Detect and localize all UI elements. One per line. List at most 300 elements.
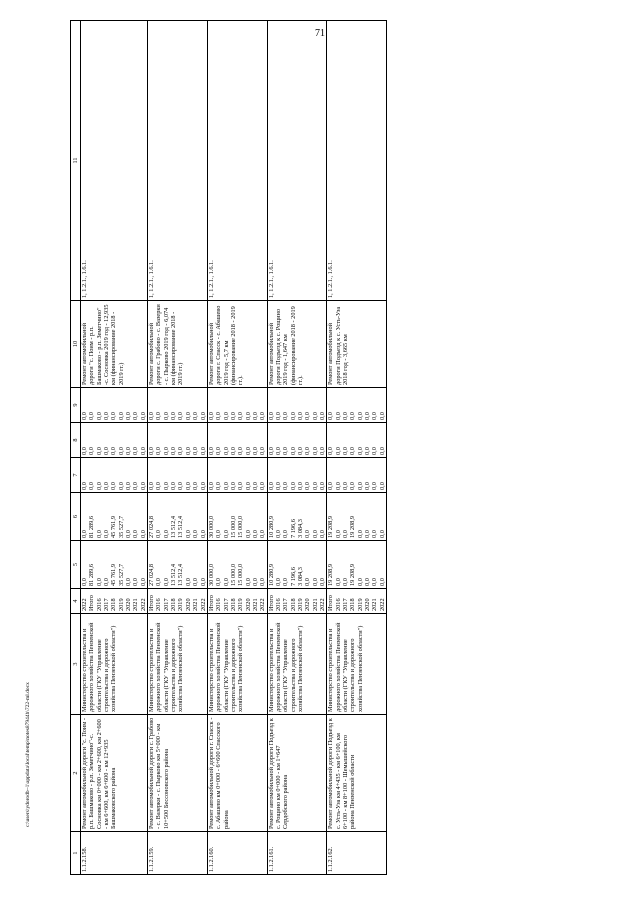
total-funding-cell-value: 0,0 — [378, 578, 386, 586]
extra-budget-cell-value: 0,0 — [319, 412, 326, 420]
total-funding-cell-value: 0,0 — [244, 578, 252, 586]
total-funding-cell-value: 0,0 — [334, 578, 342, 586]
expected-result-cell: Ремонт автомобильной дороги Подъезд к с. Рощино 2019 год - 1,647 км (финансирование 2018 - 2019 гг.). — [267, 301, 327, 388]
federal-budget-cell-value: 0,0 — [88, 482, 96, 490]
federal-budget-cell — [267, 458, 327, 493]
years-cell — [81, 589, 148, 614]
total-funding-cell-value: 15 000,0 — [237, 563, 245, 586]
years-cell-value: Итого — [267, 595, 275, 611]
page-number: 71 — [315, 28, 325, 39]
local-budget-cell-value: 0,0 — [282, 447, 290, 455]
extra-budget-cell-value: 0,0 — [311, 412, 319, 420]
years-cell — [327, 589, 387, 614]
local-budget-cell-value: 0,0 — [199, 447, 207, 455]
years-cell-value: Итого — [148, 595, 156, 611]
indicators-cell: 1, 1.2.1., 1.6.1. — [207, 21, 267, 301]
regional-budget-cell-value: 0,0 — [371, 530, 379, 538]
local-budget-cell-value: 0,0 — [125, 447, 133, 455]
federal-budget-cell-value: 0,0 — [296, 482, 304, 490]
footer-file-path: c:\users\ydorodb~1\appdata\local\temp\notes87944b\722-ml.docx — [25, 682, 31, 827]
extra-budget-cell-value: 0,0 — [222, 412, 230, 420]
federal-budget-cell-value: 0,0 — [259, 482, 267, 490]
local-budget-cell-value: 0,0 — [267, 447, 275, 455]
years-cell — [267, 589, 327, 614]
federal-budget-cell-value: 0,0 — [289, 482, 297, 490]
federal-budget-cell-value: 0,0 — [192, 482, 200, 490]
federal-budget-cell-value: 0,0 — [282, 482, 290, 490]
local-budget-cell-value: 0,0 — [170, 447, 178, 455]
header-cell: 5 — [71, 541, 81, 589]
total-funding-cell-value: 45 761,9 — [110, 563, 118, 586]
extra-budget-cell-value: 0,0 — [349, 412, 357, 420]
regional-budget-cell-value: 0,0 — [244, 530, 252, 538]
table-row — [327, 21, 387, 875]
header-cell: 2 — [71, 715, 81, 832]
years-cell-value: 2020 — [304, 598, 312, 611]
total-funding-cell-value: 0,0 — [132, 578, 140, 586]
extra-budget-cell — [81, 388, 148, 423]
federal-budget-cell-value: 0,0 — [139, 482, 147, 490]
federal-budget-cell-value: 0,0 — [364, 482, 372, 490]
regional-budget-cell-value: 0,0 — [274, 530, 282, 538]
local-budget-cell-value: 0,0 — [95, 447, 103, 455]
federal-budget-cell-value: 0,0 — [304, 482, 312, 490]
header-cell: 3 — [71, 614, 81, 715]
total-funding-cell-value: 0,0 — [371, 578, 379, 586]
years-cell-value: 2019 — [356, 598, 364, 611]
table-body — [81, 21, 387, 875]
local-budget-cell-value: 0,0 — [327, 447, 335, 455]
years-cell-value: Итого — [207, 595, 215, 611]
local-budget-cell-value: 0,0 — [311, 447, 319, 455]
years-cell-value: 2022 — [378, 598, 386, 611]
regional-budget-cell-value: 15 000,0 — [229, 515, 237, 538]
years-cell — [207, 589, 267, 614]
federal-budget-cell-value: 0,0 — [177, 482, 185, 490]
extra-budget-cell-value: 0,0 — [251, 412, 259, 420]
federal-budget-cell-value: 0,0 — [103, 482, 111, 490]
extra-budget-cell-value: 0,0 — [170, 412, 178, 420]
total-funding-cell-value: 7 196,6 — [289, 567, 297, 586]
regional-budget-cell-value: 0,0 — [162, 530, 170, 538]
years-cell-value: 2018 — [229, 598, 237, 611]
regional-budget-cell-value: 35 527,7 — [117, 515, 125, 538]
header-cell: 11 — [71, 21, 81, 301]
years-cell-value: Итого — [88, 595, 96, 611]
table-row — [267, 21, 327, 875]
header-cell: 4 — [71, 589, 81, 614]
years-cell-value: 2018 — [349, 598, 357, 611]
regional-budget-cell-value: 0,0 — [251, 530, 259, 538]
local-budget-cell-value: 0,0 — [192, 447, 200, 455]
total-funding-cell-value: 0,0 — [304, 578, 312, 586]
executor-cell: Министерство строительства и дорожного хозяйства Пензенской области (ГКУ "Управление строительства и дорожного хозяйства Пензенской области") — [267, 614, 327, 715]
regional-budget-cell-value: 3 084,3 — [296, 519, 304, 538]
regional-budget-cell-value: 0,0 — [199, 530, 207, 538]
executor-cell: Министерство строительства и дорожного хозяйства Пензенской области (ГКУ "Управление строительства и дорожного хозяйства Пензенской области") — [81, 614, 148, 715]
years-cell-value: 2022 — [139, 598, 147, 611]
header-cell: 8 — [71, 423, 81, 458]
expected-result-cell: Ремонт автомобильной дороги Подъезд к с. Усть-Уза 2018 год - 3,665 км — [327, 301, 387, 388]
regional-budget-cell-value: 10 280,9 — [267, 515, 275, 538]
regional-budget-cell — [327, 493, 387, 541]
federal-budget-cell-value: 0,0 — [244, 482, 252, 490]
total-funding-cell-value: 0,0 — [184, 578, 192, 586]
extra-budget-cell-value: 0,0 — [132, 412, 140, 420]
local-budget-cell-value: 0,0 — [88, 447, 96, 455]
extra-budget-cell-value: 0,0 — [103, 412, 111, 420]
total-funding-cell-value: 3 084,3 — [296, 567, 304, 586]
years-cell-value: 2017 — [282, 598, 290, 611]
regional-budget-cell-value: 0,0 — [132, 530, 140, 538]
local-budget-cell-value: 0,0 — [274, 447, 282, 455]
local-budget-cell-value: 0,0 — [251, 447, 259, 455]
total-funding-cell-value: 13 512,4 — [170, 563, 178, 586]
local-budget-cell-value: 0,0 — [296, 447, 304, 455]
extra-budget-cell-value: 0,0 — [327, 412, 335, 420]
measure-name-cell: Ремонт автомобильной дороги с. Грабово - с. Вазерки - с. Пырково км 5+000 - км 10+500 Бессоновского района — [148, 715, 208, 832]
total-funding-cell-value: 0,0 — [274, 578, 282, 586]
regional-budget-cell-value: 45 761,9 — [110, 515, 118, 538]
years-cell-value: 2016 — [155, 598, 163, 611]
local-budget-cell — [267, 423, 327, 458]
regional-budget-cell — [207, 493, 267, 541]
regional-budget-cell-value: 0,0 — [81, 530, 88, 538]
years-cell-value: 2018 — [289, 598, 297, 611]
regional-budget-cell-value: 30 000,0 — [207, 515, 215, 538]
local-budget-cell-value: 0,0 — [148, 447, 156, 455]
total-funding-cell-value: 0,0 — [282, 578, 290, 586]
table-row — [81, 21, 148, 875]
indicators-cell: 1, 1.2.1., 1.6.1. — [327, 21, 387, 301]
total-funding-cell-value: 81 289,6 — [88, 563, 96, 586]
federal-budget-cell-value: 0,0 — [117, 482, 125, 490]
extra-budget-cell-value: 0,0 — [364, 412, 372, 420]
local-budget-cell-value: 0,0 — [259, 447, 267, 455]
local-budget-cell-value: 0,0 — [244, 447, 252, 455]
extra-budget-cell-value: 0,0 — [148, 412, 156, 420]
local-budget-cell-value: 0,0 — [342, 447, 350, 455]
total-funding-cell-value: 0,0 — [259, 578, 267, 586]
total-funding-cell-value: 0,0 — [103, 578, 111, 586]
local-budget-cell-value: 0,0 — [215, 447, 223, 455]
years-cell-value: 2021 — [192, 598, 200, 611]
federal-budget-cell-value: 0,0 — [267, 482, 275, 490]
regional-budget-cell-value: 0,0 — [334, 530, 342, 538]
total-funding-cell-value: 30 000,0 — [207, 563, 215, 586]
extra-budget-cell-value: 0,0 — [117, 412, 125, 420]
local-budget-cell-value: 0,0 — [132, 447, 140, 455]
federal-budget-cell-value: 0,0 — [237, 482, 245, 490]
regional-budget-cell-value: 0,0 — [95, 530, 103, 538]
regional-budget-cell-value: 0,0 — [378, 530, 386, 538]
years-cell-value: 2018 — [110, 598, 118, 611]
indicators-cell: 1, 1.2.1., 1.6.1. — [267, 21, 327, 301]
extra-budget-cell-value: 0,0 — [289, 412, 297, 420]
extra-budget-cell-value: 0,0 — [267, 412, 275, 420]
federal-budget-cell-value: 0,0 — [327, 482, 335, 490]
local-budget-cell-value: 0,0 — [184, 447, 192, 455]
federal-budget-cell-value: 0,0 — [162, 482, 170, 490]
local-budget-cell-value: 0,0 — [162, 447, 170, 455]
extra-budget-cell-value: 0,0 — [88, 412, 96, 420]
years-cell-value: Итого — [327, 595, 335, 611]
row-number-cell: 1.1.2.160. — [207, 832, 267, 875]
total-funding-cell-value: 19 208,9 — [327, 563, 335, 586]
federal-budget-cell-value: 0,0 — [319, 482, 326, 490]
total-funding-cell-value: 0,0 — [162, 578, 170, 586]
expected-result-cell: Ремонт автомобильной дороги "с. Поим - р.п. Башмаково - р.п. Земетчино" -с. Сосновка 2019 год - 12,935 км (финансирование 2018 - 2019 гг.) — [81, 301, 148, 388]
extra-budget-cell-value: 0,0 — [125, 412, 133, 420]
total-funding-cell-value: 0,0 — [125, 578, 133, 586]
regional-budget-cell-value: 19 208,9 — [349, 515, 357, 538]
extra-budget-cell-value: 0,0 — [296, 412, 304, 420]
local-budget-cell-value: 0,0 — [356, 447, 364, 455]
extra-budget-cell — [207, 388, 267, 423]
years-cell-value: 2022 — [319, 598, 326, 611]
extra-budget-cell-value: 0,0 — [139, 412, 147, 420]
rotated-table-container — [70, 20, 585, 875]
regional-budget-cell-value: 0,0 — [103, 530, 111, 538]
local-budget-cell-value: 0,0 — [289, 447, 297, 455]
indicators-cell: 1, 1.2.1., 1.6.1. — [148, 21, 208, 301]
total-funding-cell-value: 15 000,0 — [229, 563, 237, 586]
header-cell: 6 — [71, 493, 81, 541]
federal-budget-cell-value: 0,0 — [170, 482, 178, 490]
header-cell: 10 — [71, 301, 81, 388]
extra-budget-cell-value: 0,0 — [81, 412, 88, 420]
total-funding-cell-value: 0,0 — [311, 578, 319, 586]
years-cell-value: 2020 — [184, 598, 192, 611]
total-funding-cell-value: 0,0 — [215, 578, 223, 586]
regional-budget-cell-value: 19 208,9 — [327, 515, 335, 538]
executor-cell: Министерство строительства и дорожного хозяйства Пензенской области (ГКУ "Управление строительства и дорожного хозяйства Пензенской области") — [207, 614, 267, 715]
total-funding-cell-value: 0,0 — [319, 578, 326, 586]
regional-budget-cell-value: 0,0 — [139, 530, 147, 538]
regional-budget-cell-value: 15 000,0 — [237, 515, 245, 538]
extra-budget-cell-value: 0,0 — [192, 412, 200, 420]
extra-budget-cell-value: 0,0 — [155, 412, 163, 420]
regional-budget-cell-value: 13 512,4 — [170, 515, 178, 538]
total-funding-cell-value: 0,0 — [155, 578, 163, 586]
years-cell-value: 2020 — [244, 598, 252, 611]
total-funding-cell-value: 0,0 — [199, 578, 207, 586]
total-funding-cell-value: 35 527,7 — [117, 563, 125, 586]
local-budget-cell-value: 0,0 — [222, 447, 230, 455]
total-funding-cell-value: 0,0 — [251, 578, 259, 586]
extra-budget-cell — [327, 388, 387, 423]
total-funding-cell — [207, 541, 267, 589]
federal-budget-cell-value: 0,0 — [356, 482, 364, 490]
federal-budget-cell-value: 0,0 — [81, 482, 88, 490]
regional-budget-cell-value: 0,0 — [192, 530, 200, 538]
header-cell: 7 — [71, 458, 81, 493]
expected-result-cell: Ремонт автомобильной дороги с. Грабово - с. Вазерки - с. Пырково 2019 год - 6,074 км (финансирование 2018 - 2019 гг.) — [148, 301, 208, 388]
years-cell-value: 2018 — [170, 598, 178, 611]
extra-budget-cell-value: 0,0 — [282, 412, 290, 420]
federal-budget-cell-value: 0,0 — [334, 482, 342, 490]
federal-budget-cell-value: 0,0 — [229, 482, 237, 490]
years-cell-value: 2019 — [237, 598, 245, 611]
local-budget-cell-value: 0,0 — [139, 447, 147, 455]
federal-budget-cell-value: 0,0 — [184, 482, 192, 490]
measure-name-cell: Ремонт автомобильной дороги Подъезд к с. Усть-Уза км 4+435 - км 6+100, км 6+100 - км 8+100 - Шемышейского района Пензенской области — [327, 715, 387, 832]
years-cell-value: 2017 — [222, 598, 230, 611]
years-cell-value: 2019 — [177, 598, 185, 611]
measure-name-cell: Ремонт автомобильной дороги "с. Поим - р.п. Башмаково - р.п. Земетчино"-с. Сосновка км 0+000 - км 2+600, км 2+600 - км 6+600, км 6+600 - км 12+935 Башмаковского района — [81, 715, 148, 832]
table-row — [148, 21, 208, 875]
local-budget-cell-value: 0,0 — [364, 447, 372, 455]
federal-budget-cell-value: 0,0 — [342, 482, 350, 490]
federal-budget-cell-value: 0,0 — [95, 482, 103, 490]
years-cell-value: 2016 — [95, 598, 103, 611]
years-cell-value: 2021 — [311, 598, 319, 611]
extra-budget-cell-value: 0,0 — [244, 412, 252, 420]
total-funding-cell — [148, 541, 208, 589]
total-funding-cell — [81, 541, 148, 589]
years-cell — [148, 589, 208, 614]
years-cell-value: 2021 — [132, 598, 140, 611]
local-budget-cell-value: 0,0 — [237, 447, 245, 455]
local-budget-cell — [327, 423, 387, 458]
measure-name-cell: Ремонт автомобильной дороги Подъезд к с. Рощино км 0+000 - км 1+647 Сердобского района — [267, 715, 327, 832]
total-funding-cell-value: 0,0 — [342, 578, 350, 586]
regional-budget-cell-value: 0,0 — [259, 530, 267, 538]
extra-budget-cell-value: 0,0 — [371, 412, 379, 420]
regional-budget-cell-value: 0,0 — [364, 530, 372, 538]
years-cell-value: 2021 — [251, 598, 259, 611]
extra-budget-cell-value: 0,0 — [342, 412, 350, 420]
measure-name-cell: Ремонт автомобильной дороги г. Спасск - с. Абашево км 0+000 - 6+600 Спасского района — [207, 715, 267, 832]
years-cell-value: 2017 — [103, 598, 111, 611]
local-budget-cell-value: 0,0 — [117, 447, 125, 455]
years-cell-value: 2017 — [342, 598, 350, 611]
regional-budget-cell-value: 0,0 — [222, 530, 230, 538]
local-budget-cell-value: 0,0 — [81, 447, 88, 455]
regional-budget-cell-value: 0,0 — [319, 530, 326, 538]
local-budget-cell-value: 0,0 — [177, 447, 185, 455]
local-budget-cell-value: 0,0 — [110, 447, 118, 455]
years-cell-value: 2022 — [259, 598, 267, 611]
extra-budget-cell-value: 0,0 — [95, 412, 103, 420]
regional-budget-cell — [267, 493, 327, 541]
total-funding-cell-value: 13 512,4 — [177, 563, 185, 586]
federal-budget-cell-value: 0,0 — [132, 482, 140, 490]
total-funding-cell-value: 27 024,8 — [148, 563, 156, 586]
local-budget-cell-value: 0,0 — [155, 447, 163, 455]
regional-budget-cell-value: 0,0 — [125, 530, 133, 538]
extra-budget-cell — [148, 388, 208, 423]
total-funding-cell-value: 0,0 — [81, 578, 88, 586]
regional-budget-cell — [81, 493, 148, 541]
federal-budget-cell — [148, 458, 208, 493]
row-number-cell: 1.1.2.161. — [267, 832, 327, 875]
extra-budget-cell-value: 0,0 — [184, 412, 192, 420]
total-funding-cell-value: 0,0 — [356, 578, 364, 586]
indicators-cell: 1, 1.2.1., 1.6.1. — [81, 21, 148, 301]
regional-budget-cell-value: 7 196,6 — [289, 519, 297, 538]
regional-budget-cell-value: 0,0 — [356, 530, 364, 538]
regional-budget-cell-value: 0,0 — [304, 530, 312, 538]
executor-cell: Министерство строительства и дорожного хозяйства Пензенской области (ГКУ "Управление строительства и дорожного хозяйства Пензенской области") — [148, 614, 208, 715]
regional-budget-cell-value: 0,0 — [155, 530, 163, 538]
total-funding-cell-value: 10 280,9 — [267, 563, 275, 586]
header-cell: 9 — [71, 388, 81, 423]
extra-budget-cell — [267, 388, 327, 423]
federal-budget-cell-value: 0,0 — [155, 482, 163, 490]
local-budget-cell-value: 0,0 — [334, 447, 342, 455]
years-cell-value: 2017 — [162, 598, 170, 611]
extra-budget-cell-value: 0,0 — [177, 412, 185, 420]
total-funding-cell-value: 0,0 — [95, 578, 103, 586]
total-funding-cell-value: 0,0 — [222, 578, 230, 586]
total-funding-cell-value: 19 208,9 — [349, 563, 357, 586]
federal-budget-cell-value: 0,0 — [199, 482, 207, 490]
local-budget-cell — [148, 423, 208, 458]
regional-budget-cell-value: 27 024,8 — [148, 515, 156, 538]
years-cell-value: 2022 — [81, 598, 88, 611]
program-table — [70, 20, 387, 875]
years-cell-value: 2022 — [199, 598, 207, 611]
local-budget-cell-value: 0,0 — [229, 447, 237, 455]
executor-cell: Министерство строительства и дорожного хозяйства Пензенской области (ГКУ "Управление строительства и дорожного хозяйства Пензенской области") — [327, 614, 387, 715]
row-number-cell: 1.1.2.162. — [327, 832, 387, 875]
federal-budget-cell-value: 0,0 — [349, 482, 357, 490]
row-number-cell: 1.1.2.159. — [148, 832, 208, 875]
years-cell-value: 2019 — [117, 598, 125, 611]
regional-budget-cell-value: 0,0 — [282, 530, 290, 538]
federal-budget-cell-value: 0,0 — [148, 482, 156, 490]
years-cell-value: 2016 — [215, 598, 223, 611]
federal-budget-cell — [81, 458, 148, 493]
federal-budget-cell-value: 0,0 — [378, 482, 386, 490]
extra-budget-cell-value: 0,0 — [259, 412, 267, 420]
expected-result-cell: Ремонт автомобильной дороги г. Спасск - с. Абашево 2019 год - 5,7 км (финансирование 2018 - 2019 гг.). — [207, 301, 267, 388]
row-number-cell: 1.1.2.158. — [81, 832, 148, 875]
federal-budget-cell-value: 0,0 — [251, 482, 259, 490]
extra-budget-cell-value: 0,0 — [274, 412, 282, 420]
total-funding-cell-value: 0,0 — [192, 578, 200, 586]
total-funding-cell-value: 0,0 — [364, 578, 372, 586]
extra-budget-cell-value: 0,0 — [356, 412, 364, 420]
regional-budget-cell-value: 0,0 — [184, 530, 192, 538]
table-row — [207, 21, 267, 875]
total-funding-cell — [327, 541, 387, 589]
federal-budget-cell-value: 0,0 — [110, 482, 118, 490]
federal-budget-cell-value: 0,0 — [222, 482, 230, 490]
local-budget-cell-value: 0,0 — [103, 447, 111, 455]
regional-budget-cell — [148, 493, 208, 541]
extra-budget-cell-value: 0,0 — [207, 412, 215, 420]
federal-budget-cell-value: 0,0 — [207, 482, 215, 490]
local-budget-cell-value: 0,0 — [371, 447, 379, 455]
extra-budget-cell-value: 0,0 — [229, 412, 237, 420]
years-cell-value: 2016 — [274, 598, 282, 611]
years-cell-value: 2016 — [334, 598, 342, 611]
local-budget-cell-value: 0,0 — [304, 447, 312, 455]
local-budget-cell-value: 0,0 — [349, 447, 357, 455]
extra-budget-cell-value: 0,0 — [304, 412, 312, 420]
federal-budget-cell — [327, 458, 387, 493]
federal-budget-cell-value: 0,0 — [274, 482, 282, 490]
years-cell-value: 2021 — [371, 598, 379, 611]
extra-budget-cell-value: 0,0 — [334, 412, 342, 420]
federal-budget-cell-value: 0,0 — [311, 482, 319, 490]
regional-budget-cell-value: 0,0 — [311, 530, 319, 538]
regional-budget-cell-value: 0,0 — [342, 530, 350, 538]
local-budget-cell — [81, 423, 148, 458]
regional-budget-cell-value: 81 289,6 — [88, 515, 96, 538]
